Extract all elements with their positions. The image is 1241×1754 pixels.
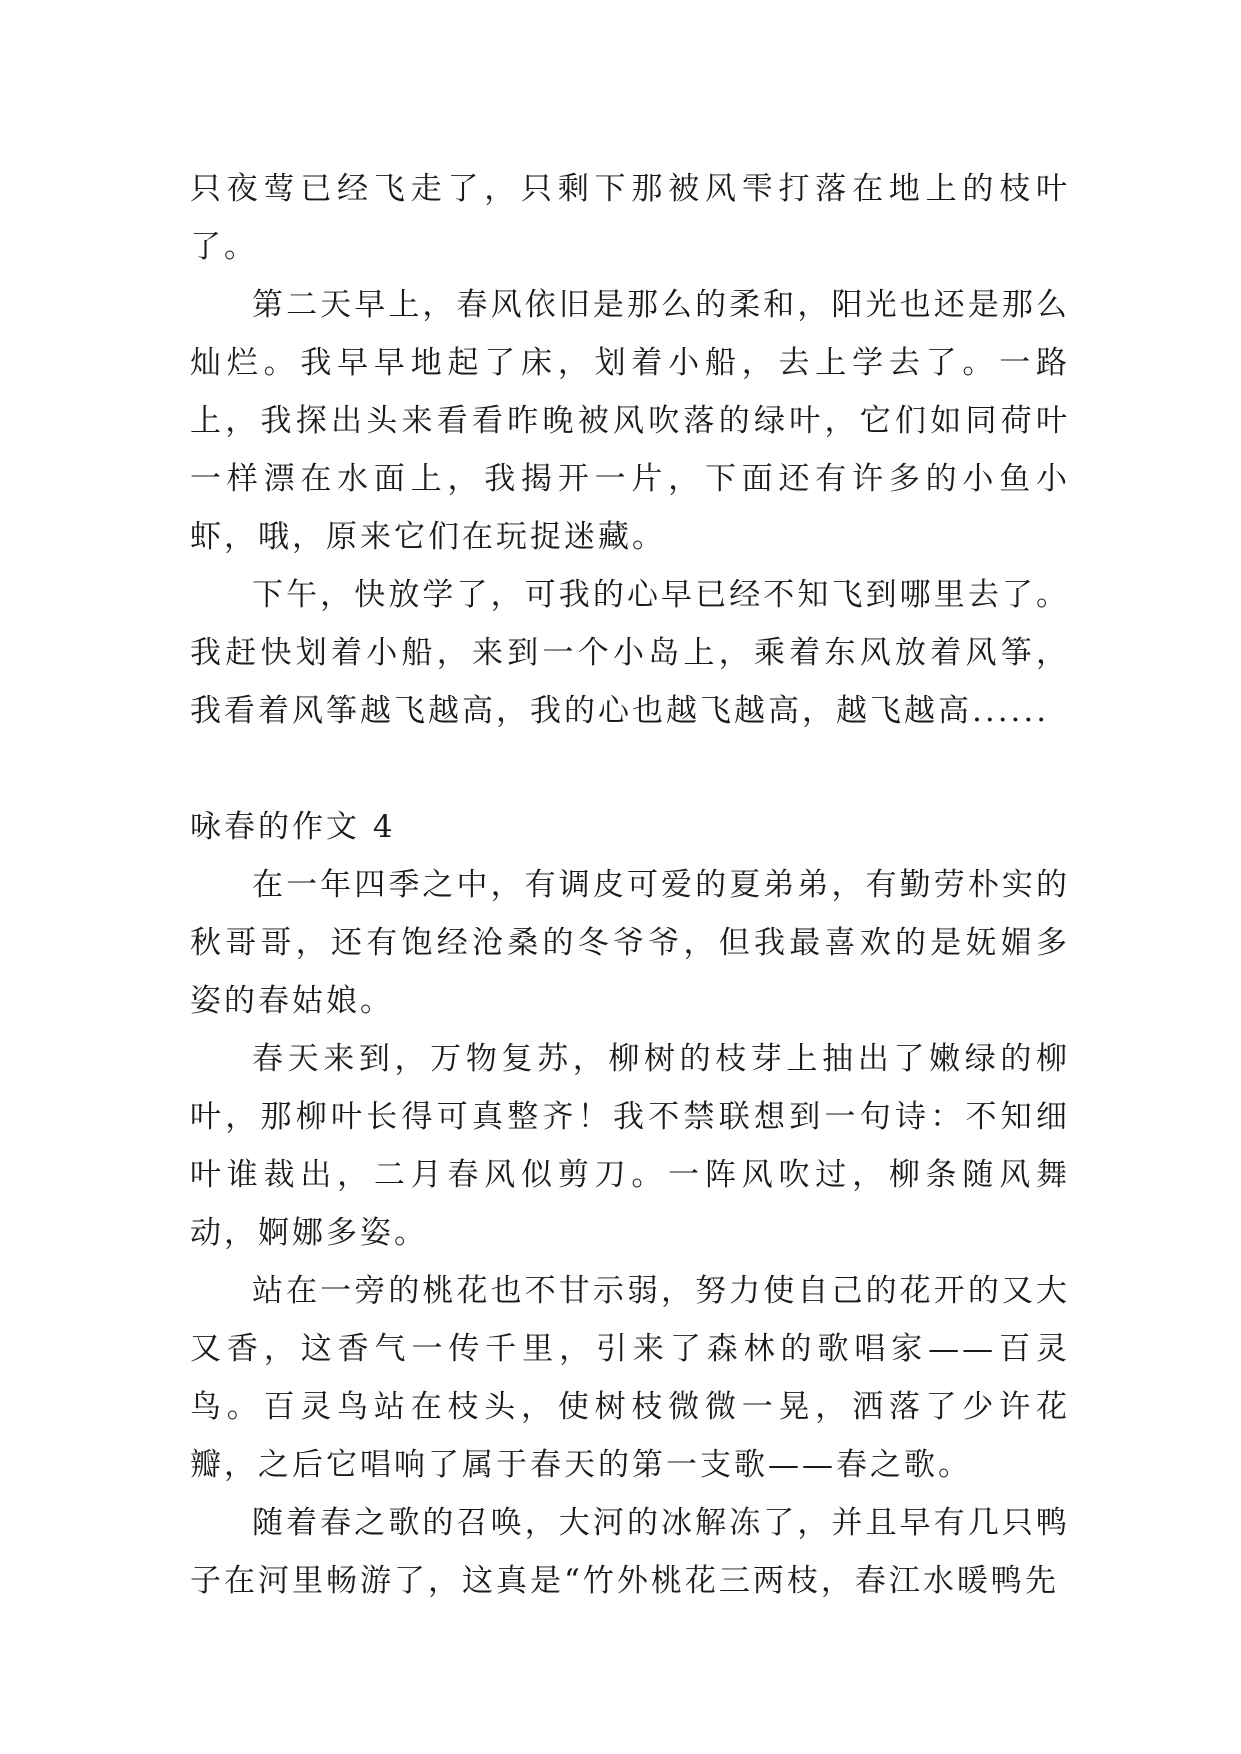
paragraph-peach-blossom: 站在一旁的桃花也不甘示弱，努力使自己的花开的又大又香，这香气一传千里，引来了森林的歌唱家——百灵鸟。百灵鸟站在枝头，使树枝微微一晃，洒落了少许花瓣，之后它唱响了属于春天的第一支歌——春之歌。 bbox=[190, 1273, 1070, 1483]
paragraph-morning: 第二天早上，春风依旧是那么的柔和，阳光也还是那么灿烂。我早早地起了床，划着小船，去上学去了。一路上，我探出头来看看昨晚被风吹落的绿叶，它们如同荷叶一样漂在水面上，我揭开一片，下面还有许多的小鱼小虾，哦，原来它们在玩捉迷藏。 bbox=[190, 287, 1070, 555]
section-title: 咏春的作文 4 bbox=[190, 809, 396, 845]
paragraph-seasons: 在一年四季之中，有调皮可爱的夏弟弟，有勤劳朴实的秋哥哥，还有饱经沧桑的冬爷爷，但我最喜欢的是妩媚多姿的春姑娘。 bbox=[190, 867, 1070, 1019]
paragraph-willow: 春天来到，万物复苏，柳树的枝芽上抽出了嫩绿的柳叶，那柳叶长得可真整齐！我不禁联想到一句诗：不知细叶谁裁出，二月春风似剪刀。一阵风吹过，柳条随风舞动，婀娜多姿。 bbox=[190, 1041, 1070, 1251]
document-body bbox=[190, 160, 1070, 1610]
paragraph-afternoon: 下午，快放学了，可我的心早已经不知飞到哪里去了。我赶快划着小船，来到一个小岛上，乘着东风放着风筝，我看着风筝越飞越高，我的心也越飞越高，越飞越高...... bbox=[190, 577, 1070, 729]
paragraph-continued: 只夜莺已经飞走了，只剩下那被风雫打落在地上的枝叶了。 bbox=[190, 171, 1070, 265]
paragraph-river: 随着春之歌的召唤，大河的冰解冻了，并且早有几只鸭子在河里畅游了，这真是“竹外桃花三两枝，春江水暖鸭先 bbox=[190, 1505, 1070, 1599]
